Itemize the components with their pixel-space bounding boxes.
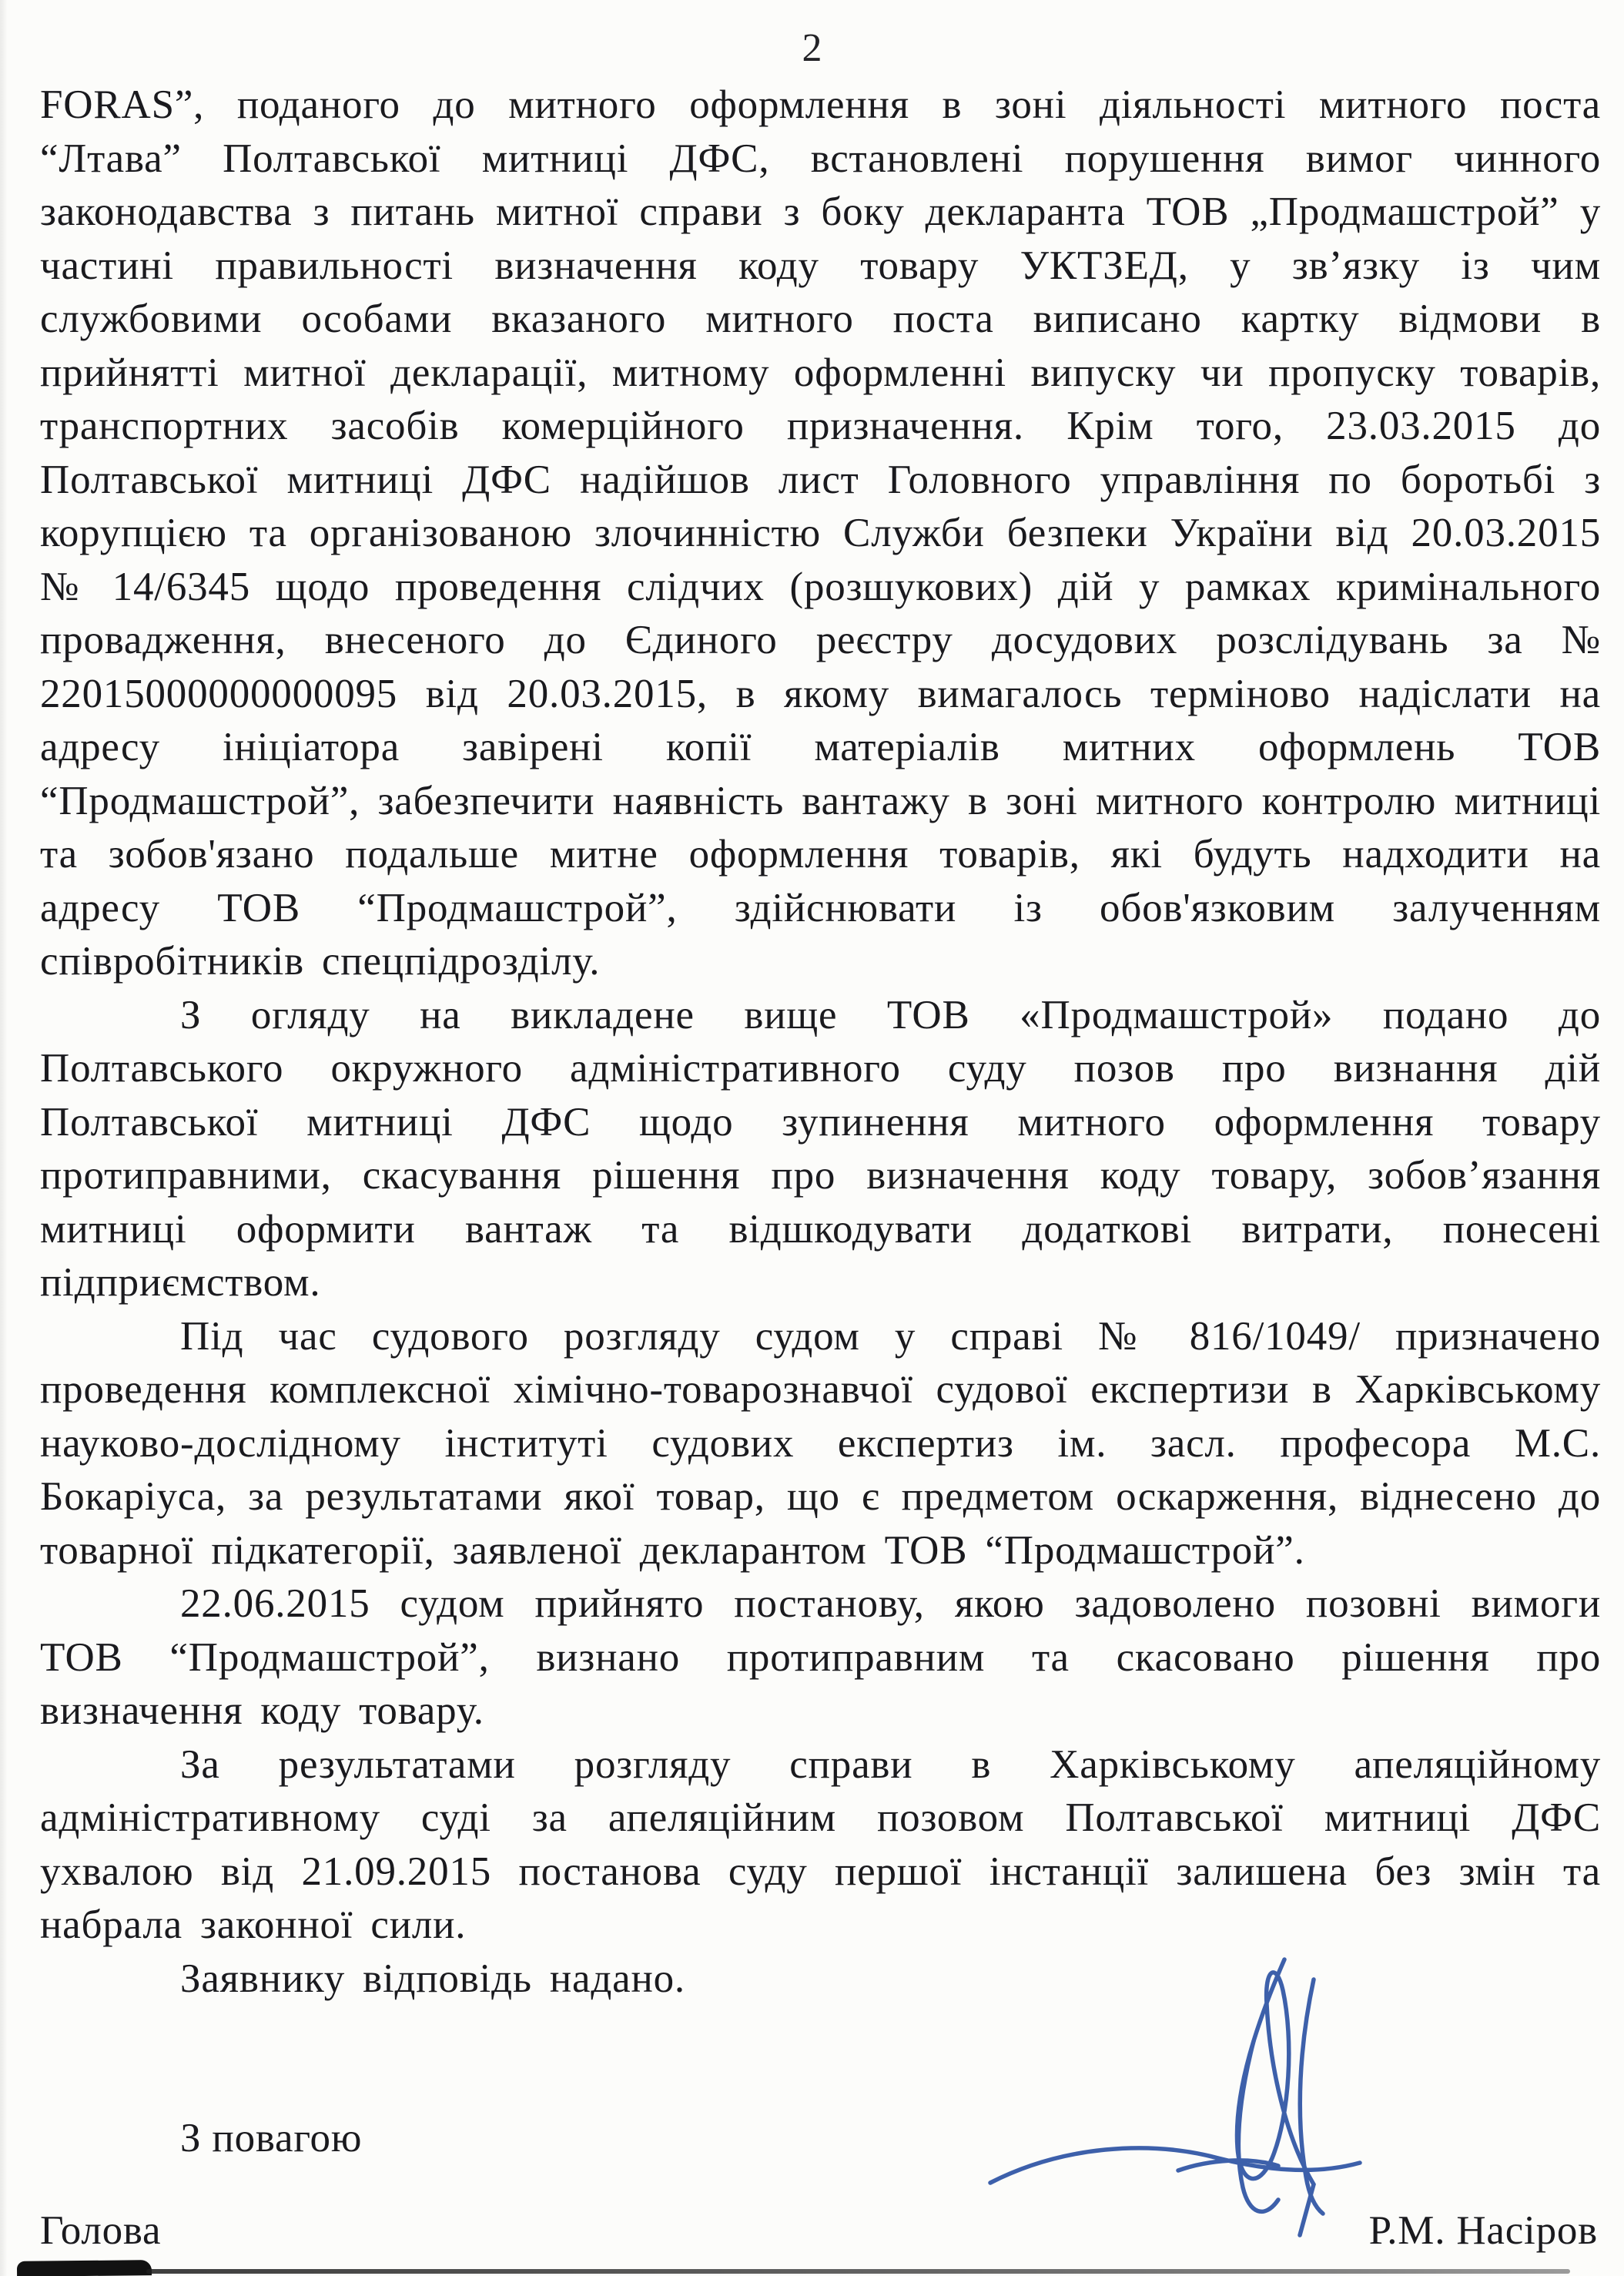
signer-name: Р.М. Насіров bbox=[1368, 2208, 1598, 2253]
paragraph: Заявнику відповідь надано. bbox=[180, 1956, 685, 2001]
document-body bbox=[0, 74, 1624, 2006]
paragraph: FORAS”, поданого до митного оформлення в зоні діяльності митного поста “Лтава” Полтавської митниці ДФС, встановлені порушення вимог чинного законодавства з питань митної справи з боку декларанта ТОВ „Продмашстрой” у частині правильності визначення коду товару УКТЗЕД, у зв’язку із чим службовими особами вказаного митного поста виписано картку відмови в прийнятті митної декларації, митному оформленні випуску чи пропуску товарів, транспортних засобів комерційного призначення. Крім того, 23.03.2015 до Полтавської митниці ДФС надійшов лист Головного управління по боротьбі з корупцією та організованою злочинністю Служби безпеки України від 20.03.2015 № 14/6345 щодо проведення слідчих (розшукових) дій у рамках кримінального провадження, внесеного до Єдиного реєстру досудових розслідувань за № 22015000000000095 від 20.03.2015, в якому вимагалось терміново надіслати на адресу ініціатора завірені копії матеріалів митних оформлень ТОВ “Продмашстрой”, забезпечити наявність вантажу в зоні митного контролю митниці та зобов'язано подальше митне оформлення товарів, які будуть надходити на адресу ТОВ “Продмашстрой”, здійснювати із обов'язковим залученням співробітників спецпідрозділу. bbox=[40, 82, 1601, 984]
signer-title: Голова bbox=[40, 2208, 162, 2253]
paragraph: З огляду на викладене вище ТОВ «Продмашстрой» подано до Полтавського окружного адміністративного суду позов про визнання дій Полтавської митниці ДФС щодо зупинення митного оформлення товару протиправними, скасування рішення про визначення коду товару, зобов’язання митниці оформити вантаж та відшкодувати додаткові витрати, понесені підприємством. bbox=[40, 992, 1601, 1305]
scan-artifact-blob bbox=[17, 2260, 152, 2276]
page-number: 2 bbox=[802, 26, 822, 70]
paragraph: 22.06.2015 судом прийнято постанову, якою задоволено позовні вимоги ТОВ “Продмашстрой”, визнано протиправним та скасовано рішення про визначення коду товару. bbox=[40, 1581, 1601, 1733]
closing-salutation: З повагою bbox=[180, 2116, 363, 2160]
scan-artifact-line bbox=[146, 2269, 1570, 2274]
scan-edge-shadow bbox=[0, 0, 8, 2276]
signature-block bbox=[40, 2204, 1598, 2258]
paragraph: За результатами розгляду справи в Харківському апеляційному адміністративному суді за апеляційним позовом Полтавської митниці ДФС ухвалою від 21.09.2015 постанова суду першої інстанції залишена без змін та набрала законної сили. bbox=[40, 1741, 1601, 1947]
paragraph: Під час судового розгляду судом у справі № 816/1049/ призначено проведення комплексної хімічно-товарознавчої судової експертизи в Харківському науково-дослідному інституті судових експертиз ім. засл. професора М.С. Бокаріуса, за результатами якої товар, що є предметом оскарження, віднесено до товарної підкатегорії, заявленої декларантом ТОВ “Продмашстрой”. bbox=[40, 1313, 1601, 1573]
